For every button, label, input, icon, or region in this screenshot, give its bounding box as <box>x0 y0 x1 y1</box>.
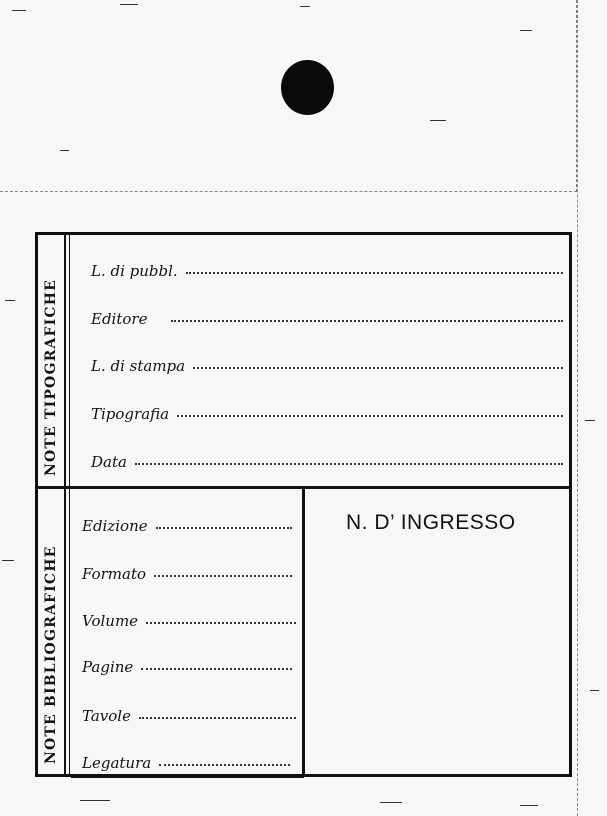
field-legatura[interactable] <box>82 752 290 772</box>
numero-ingresso-label: N. D’ INGRESSO <box>346 511 516 534</box>
card-edge <box>577 0 578 816</box>
punch-hole <box>281 60 334 115</box>
field-label: Editore <box>91 310 148 328</box>
texture-mark <box>520 805 538 806</box>
field-data[interactable] <box>91 451 563 471</box>
field-input-line[interactable] <box>193 353 563 369</box>
field-tavole[interactable] <box>82 705 296 725</box>
column-rule <box>69 235 70 486</box>
field-luogo-stampa[interactable] <box>91 355 563 375</box>
field-input-line[interactable] <box>177 401 563 417</box>
field-label: Legatura <box>82 754 152 772</box>
field-editore[interactable] <box>91 308 563 328</box>
texture-mark <box>590 690 599 691</box>
box-bottom-rule <box>71 776 304 778</box>
texture-mark <box>585 420 595 421</box>
field-label: L. di stampa <box>91 357 186 375</box>
field-input-line[interactable] <box>154 561 292 577</box>
field-label: Tipografia <box>91 405 170 423</box>
column-rule <box>64 235 66 486</box>
field-tipografia[interactable] <box>91 403 563 423</box>
field-input-line[interactable] <box>171 306 563 322</box>
field-input-line[interactable] <box>146 608 296 624</box>
field-label: L. di pubbl. <box>91 262 178 280</box>
section-title-bibliografiche: NOTE BIBLIOGRAFICHE <box>43 545 59 764</box>
column-rule <box>64 489 66 774</box>
field-pagine[interactable] <box>82 656 292 676</box>
field-input-line[interactable] <box>141 654 292 670</box>
section-title-tipografiche: NOTE TIPOGRAFICHE <box>43 278 59 476</box>
texture-mark <box>5 300 15 301</box>
field-input-line[interactable] <box>139 703 296 719</box>
field-luogo-pubblicazione[interactable] <box>91 260 563 280</box>
field-input-line[interactable] <box>159 750 290 766</box>
texture-mark <box>380 802 402 803</box>
texture-mark <box>80 800 110 801</box>
texture-mark <box>2 560 14 561</box>
field-label: Formato <box>82 565 147 583</box>
field-label: Data <box>91 453 127 471</box>
field-label: Tavole <box>82 707 131 725</box>
field-input-line[interactable] <box>135 449 563 465</box>
field-formato[interactable] <box>82 563 292 583</box>
field-label: Pagine <box>82 658 134 676</box>
field-input-line[interactable] <box>186 258 563 274</box>
field-label: Edizione <box>82 517 148 535</box>
field-edizione[interactable] <box>82 515 292 535</box>
field-input-line[interactable] <box>156 513 292 529</box>
field-volume[interactable] <box>82 610 296 630</box>
field-label: Volume <box>82 612 139 630</box>
